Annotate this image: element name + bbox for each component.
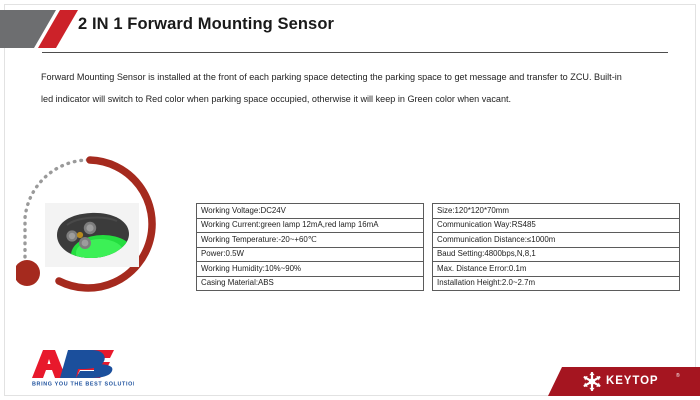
description-block: [41, 66, 669, 110]
keytop-logo: [548, 367, 700, 396]
spec-table-left: [196, 203, 424, 291]
table-row: [433, 276, 680, 291]
table-row: [197, 276, 424, 291]
lens-left-inner: [69, 233, 75, 239]
product-photo: [45, 203, 139, 267]
table-row: [197, 247, 424, 262]
spec-cell: Communication Distance:≤1000m: [433, 233, 680, 248]
arc-end-dot: [16, 260, 40, 286]
spec-cell: Working Current:green lamp 12mA,red lamp 16mA: [197, 218, 424, 233]
table-row: [433, 247, 680, 262]
aps-logo: [10, 344, 134, 388]
spec-cell: Max. Distance Error:0.1m: [433, 262, 680, 277]
header-decoration: [0, 8, 78, 48]
table-row: [433, 218, 680, 233]
spec-cell: Power:0.5W: [197, 247, 424, 262]
spec-cell: Baud Setting:4800bps,N,8,1: [433, 247, 680, 262]
amber-indicator: [77, 232, 83, 238]
table-row: [197, 218, 424, 233]
table-row: [433, 233, 680, 248]
keytop-wordmark: KEYTOP: [606, 375, 659, 387]
spec-cell: Communication Way:RS485: [433, 218, 680, 233]
spec-cell: Casing Material:ABS: [197, 276, 424, 291]
spec-cell: Working Temperature:-20~+60℃: [197, 233, 424, 248]
spec-cell: Working Humidity:10%~90%: [197, 262, 424, 277]
description-line-1: Forward Mounting Sensor is installed at the front of each parking space detecting the parking space to get message and transfer to ZCU. Built-in: [41, 72, 622, 82]
aps-tagline: BRING YOU THE BEST SOLUTIONS: [32, 381, 134, 388]
spec-cell: Size:120*120*70mm: [433, 204, 680, 219]
lens-lower-inner: [82, 240, 89, 247]
spec-cell: Installation Height:2.0~2.7m: [433, 276, 680, 291]
page-title: 2 IN 1 Forward Mounting Sensor: [78, 15, 335, 33]
table-row: [197, 262, 424, 277]
spec-cell: Working Voltage:DC24V: [197, 204, 424, 219]
table-row: [433, 262, 680, 277]
description-line-2: led indicator will switch to Red color when parking space occupied, otherwise it will keep in Green color when vacant.: [41, 94, 512, 104]
spec-table-right: [432, 203, 680, 291]
aps-letter-a: [32, 350, 66, 378]
title-divider: [42, 52, 668, 53]
table-row: [197, 233, 424, 248]
table-row: [197, 204, 424, 219]
table-row: [433, 204, 680, 219]
keytop-trademark: ®: [676, 373, 680, 379]
lens-upper-inner: [86, 224, 93, 231]
